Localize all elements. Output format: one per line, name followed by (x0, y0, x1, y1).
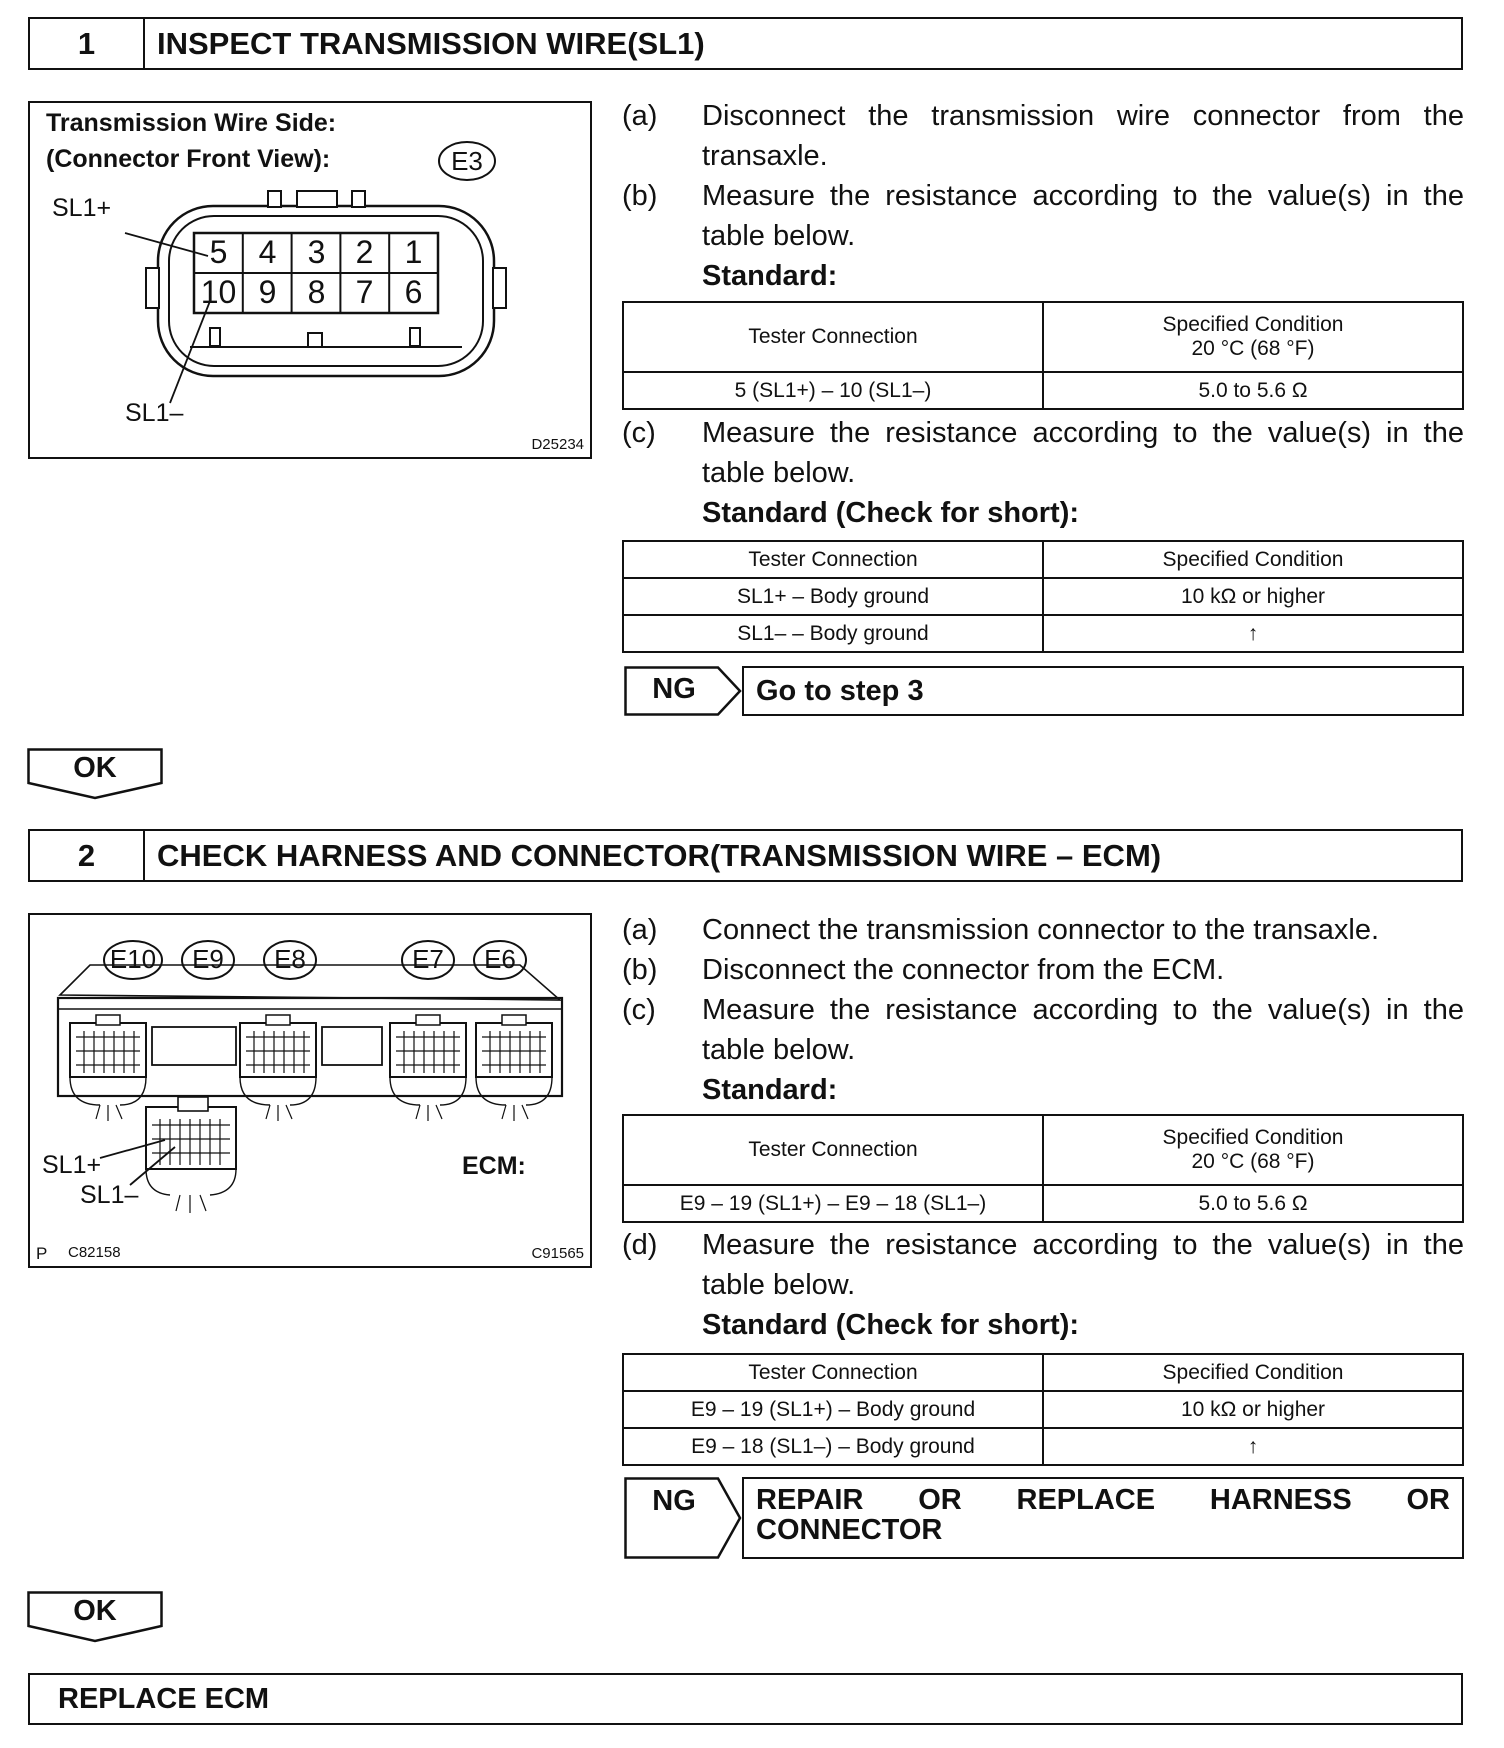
instruction-c (622, 413, 1464, 493)
step2-instruction-d (622, 1225, 1464, 1345)
standard-label: Standard: (702, 260, 838, 292)
instruction-d (622, 1225, 1464, 1305)
pin-4: 4 (258, 234, 277, 270)
instruction-b (622, 950, 1464, 990)
instruction-text: Disconnect the transmission wire connector from the transaxle. (702, 100, 1464, 172)
final-action-box (28, 1673, 1463, 1725)
step1-ng-result (624, 666, 1464, 716)
instruction-label: (b) (622, 954, 658, 986)
table-row (623, 615, 1463, 652)
instruction-a (622, 910, 1464, 950)
header-tester-connection: Tester Connection (623, 1115, 1043, 1185)
connector-tag-e8: E8 (274, 944, 306, 974)
label-sl1-minus: SL1– (80, 1181, 139, 1209)
cell-connection: E9 – 19 (SL1+) – E9 – 18 (SL1–) (623, 1185, 1043, 1222)
pin-9: 9 (258, 274, 277, 310)
step1-header (28, 17, 1463, 70)
cell-condition: 5.0 to 5.6 Ω (1043, 1185, 1463, 1222)
cell-condition: 5.0 to 5.6 Ω (1043, 372, 1463, 409)
figure-code: D25234 (531, 436, 584, 453)
figure-code-left: C82158 (68, 1244, 121, 1261)
instruction-label: (c) (622, 994, 656, 1026)
header-specified-condition-line1: Specified Condition (1162, 313, 1344, 336)
step2-ecm-figure (28, 913, 592, 1268)
table-row (623, 578, 1463, 615)
cell-condition: ↑ (1043, 1428, 1463, 1465)
pin-5: 5 (209, 234, 228, 270)
figure-heading-line1: Transmission Wire Side: (46, 109, 337, 137)
header-tester-connection: Tester Connection (623, 541, 1043, 578)
standard-label: Standard: (702, 1074, 838, 1106)
step2-table2 (622, 1353, 1464, 1466)
step1-ok-result (27, 748, 163, 800)
instruction-b (622, 176, 1464, 256)
connector-tag-e3: E3 (451, 146, 483, 176)
instruction-text: Measure the resistance according to the value(s) in the table below. (702, 994, 1464, 1066)
connector-tag-e6: E6 (484, 944, 516, 974)
step1-title: INSPECT TRANSMISSION WIRE(SL1) (157, 25, 705, 61)
step2-header (28, 829, 1463, 882)
figure-code-p: P (36, 1244, 48, 1263)
header-specified-condition (1043, 1115, 1463, 1185)
instruction-label: (a) (622, 100, 658, 132)
header-specified-condition-line1: Specified Condition (1162, 1126, 1344, 1149)
instruction-c (622, 990, 1464, 1070)
pin-2: 2 (355, 234, 374, 270)
instruction-text: Measure the resistance according to the value(s) in the table below. (702, 417, 1464, 489)
instruction-label: (c) (622, 417, 656, 449)
pin-1: 1 (404, 234, 423, 270)
step1-table1 (622, 301, 1464, 410)
step1-number: 1 (30, 19, 145, 68)
standard-short-label: Standard (Check for short): (702, 1309, 1080, 1341)
label-sl1-minus: SL1– (125, 399, 184, 427)
ng-action-text: Go to step 3 (756, 674, 924, 707)
header-specified-condition-line2: 20 °C (68 °F) (1191, 1150, 1315, 1173)
pin-7: 7 (355, 274, 374, 310)
step1-table2 (622, 540, 1464, 653)
cell-connection: E9 – 18 (SL1–) – Body ground (623, 1428, 1043, 1465)
label-sl1-plus: SL1+ (52, 194, 112, 222)
instruction-text: Connect the transmission connector to the transaxle. (702, 914, 1380, 946)
cell-connection: SL1+ – Body ground (623, 578, 1043, 615)
step2-ok-result (27, 1591, 163, 1643)
standard-short-label: Standard (Check for short): (702, 497, 1080, 529)
figure-heading-line2: (Connector Front View): (46, 145, 331, 173)
pin-3: 3 (307, 234, 326, 270)
step2-ng-result (624, 1477, 1464, 1559)
step1-connector-figure (28, 101, 592, 459)
ng-label: NG (652, 1485, 696, 1517)
step1-instruction-c (622, 413, 1464, 533)
ecm-label: ECM: (462, 1152, 526, 1180)
header-tester-connection: Tester Connection (623, 302, 1043, 372)
table-row (623, 1428, 1463, 1465)
ok-label: OK (73, 1595, 117, 1627)
header-specified-condition: Specified Condition (1043, 541, 1463, 578)
ok-label: OK (73, 752, 117, 784)
pin-8: 8 (307, 274, 326, 310)
ng-action (742, 666, 1464, 716)
instruction-label: (b) (622, 180, 658, 212)
pin-10: 10 (200, 274, 237, 310)
figure-code: C91565 (531, 1245, 584, 1262)
instruction-a (622, 96, 1464, 176)
step2-title: CHECK HARNESS AND CONNECTOR(TRANSMISSION WIRE – ECM) (157, 837, 1162, 873)
instruction-label: (d) (622, 1229, 658, 1261)
ng-label: NG (652, 673, 696, 705)
cell-condition: 10 kΩ or higher (1043, 1391, 1463, 1428)
header-specified-condition: Specified Condition (1043, 1354, 1463, 1391)
cell-connection: SL1– – Body ground (623, 615, 1043, 652)
cell-condition: ↑ (1043, 615, 1463, 652)
step1-instructions (622, 96, 1464, 296)
instruction-label: (a) (622, 914, 658, 946)
label-sl1-plus: SL1+ (42, 1151, 102, 1179)
pin-6: 6 (404, 274, 423, 310)
header-specified-condition-line2: 20 °C (68 °F) (1191, 337, 1315, 360)
connector-tag-e7: E7 (412, 944, 444, 974)
header-specified-condition (1043, 302, 1463, 372)
cell-connection: E9 – 19 (SL1+) – Body ground (623, 1391, 1043, 1428)
connector-tag-e10: E10 (109, 944, 157, 974)
ng-tag (624, 666, 742, 716)
instruction-text: Measure the resistance according to the value(s) in the table below. (702, 1229, 1464, 1301)
step2-number: 2 (30, 831, 145, 880)
ng-action-text: REPAIR OR REPLACE HARNESS OR CONNECTOR (756, 1484, 1450, 1546)
final-action-text: REPLACE ECM (58, 1682, 270, 1715)
header-tester-connection: Tester Connection (623, 1354, 1043, 1391)
table-row (623, 372, 1463, 409)
ng-action (742, 1477, 1464, 1559)
instruction-text: Disconnect the connector from the ECM. (702, 954, 1225, 986)
step2-instructions (622, 910, 1464, 1110)
table-row (623, 1185, 1463, 1222)
step2-table1 (622, 1114, 1464, 1223)
table-row (623, 1391, 1463, 1428)
ng-tag (624, 1477, 742, 1559)
instruction-text: Measure the resistance according to the value(s) in the table below. (702, 180, 1464, 252)
connector-tag-e9: E9 (192, 944, 224, 974)
cell-connection: 5 (SL1+) – 10 (SL1–) (623, 372, 1043, 409)
cell-condition: 10 kΩ or higher (1043, 578, 1463, 615)
